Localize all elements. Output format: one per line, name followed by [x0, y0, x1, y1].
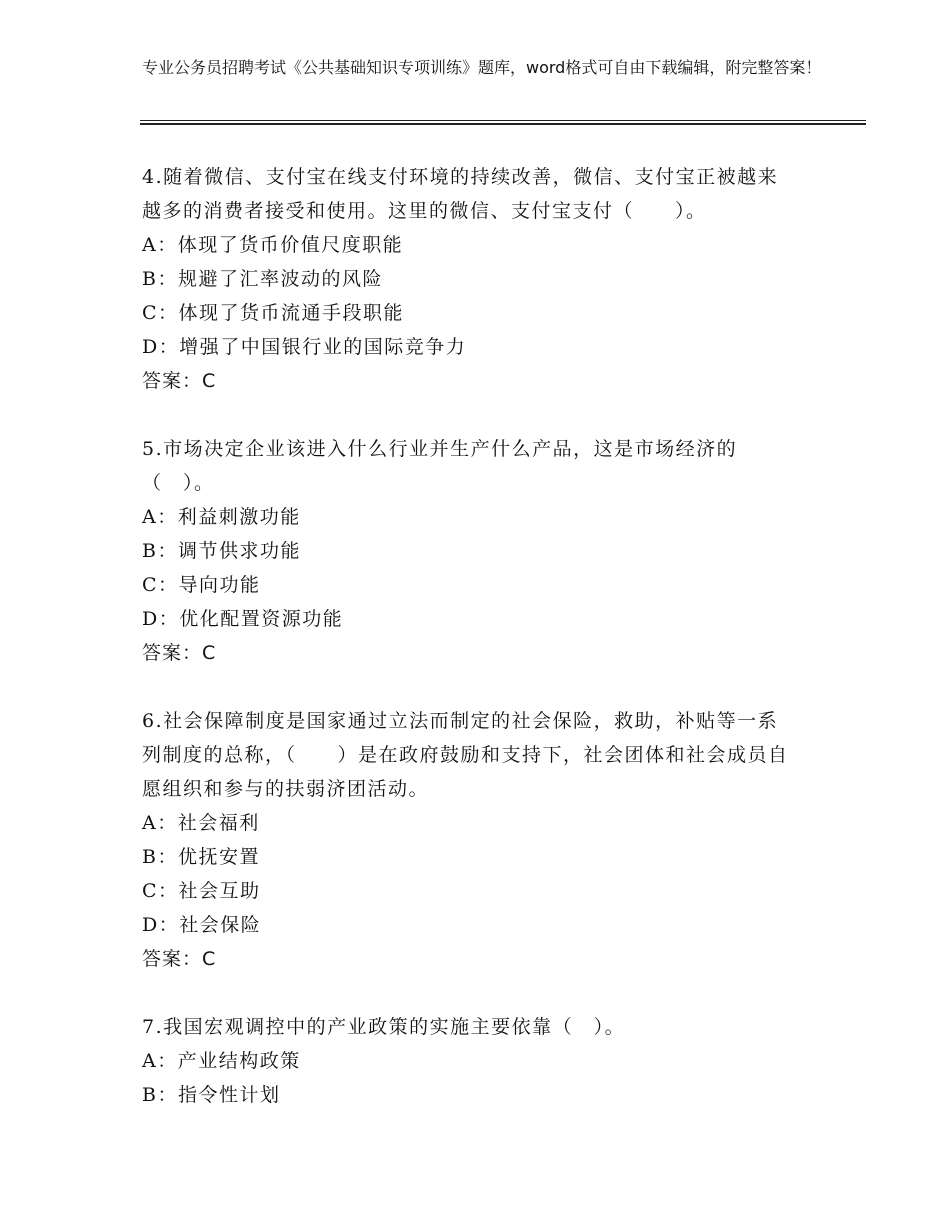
option-a: A：产业结构政策 — [142, 1050, 301, 1072]
option-d: D：优化配置资源功能 — [142, 608, 344, 630]
question-text: 6.社会保障制度是国家通过立法而制定的社会保险，救助，补贴等一系列制度的总称，（ ）是在政府鼓励和支持下，社会团体和社会成员自愿组织和参与的扶弱济团活动。 — [142, 710, 789, 800]
question-text: 4.随着微信、支付宝在线支付环境的持续改善，微信、支付宝正被越来越多的消费者接受和使用。这里的微信、支付宝支付（ ）。 — [142, 166, 779, 222]
option-a: A：体现了货币价值尺度职能 — [142, 234, 404, 256]
option-d: D：增强了中国银行业的国际竞争力 — [142, 336, 467, 358]
document-header: 专业公务员招聘考试《公共基础知识专项训练》题库，word格式可自由下载编辑，附完整答案！ — [142, 58, 822, 77]
question-7 — [142, 1010, 792, 1112]
option-b: B：优抚安置 — [142, 846, 260, 868]
option-c: C：导向功能 — [142, 574, 261, 596]
question-text: 7.我国宏观调控中的产业政策的实施主要依靠（ ）。 — [142, 1016, 626, 1038]
divider-line-thick — [140, 123, 866, 125]
question-text: 5.市场决定企业该进入什么行业并生产什么产品，这是市场经济的（ ）。 — [142, 438, 738, 494]
answer-label: 答案：C — [142, 948, 217, 970]
option-b: B：调节供求功能 — [142, 540, 301, 562]
option-a: A：社会福利 — [142, 812, 260, 834]
option-c: C：体现了货币流通手段职能 — [142, 302, 405, 324]
question-5 — [142, 432, 792, 670]
option-d: D：社会保险 — [142, 914, 262, 936]
divider-line-thin — [140, 120, 866, 121]
question-6 — [142, 704, 792, 976]
question-list — [142, 160, 792, 1112]
question-4 — [142, 160, 792, 398]
option-b: B：指令性计划 — [142, 1084, 281, 1106]
header-divider — [140, 120, 866, 125]
answer-label: 答案：C — [142, 370, 217, 392]
option-c: C：社会互助 — [142, 880, 261, 902]
answer-label: 答案：C — [142, 642, 217, 664]
option-a: A：利益刺激功能 — [142, 506, 301, 528]
option-b: B：规避了汇率波动的风险 — [142, 268, 383, 290]
